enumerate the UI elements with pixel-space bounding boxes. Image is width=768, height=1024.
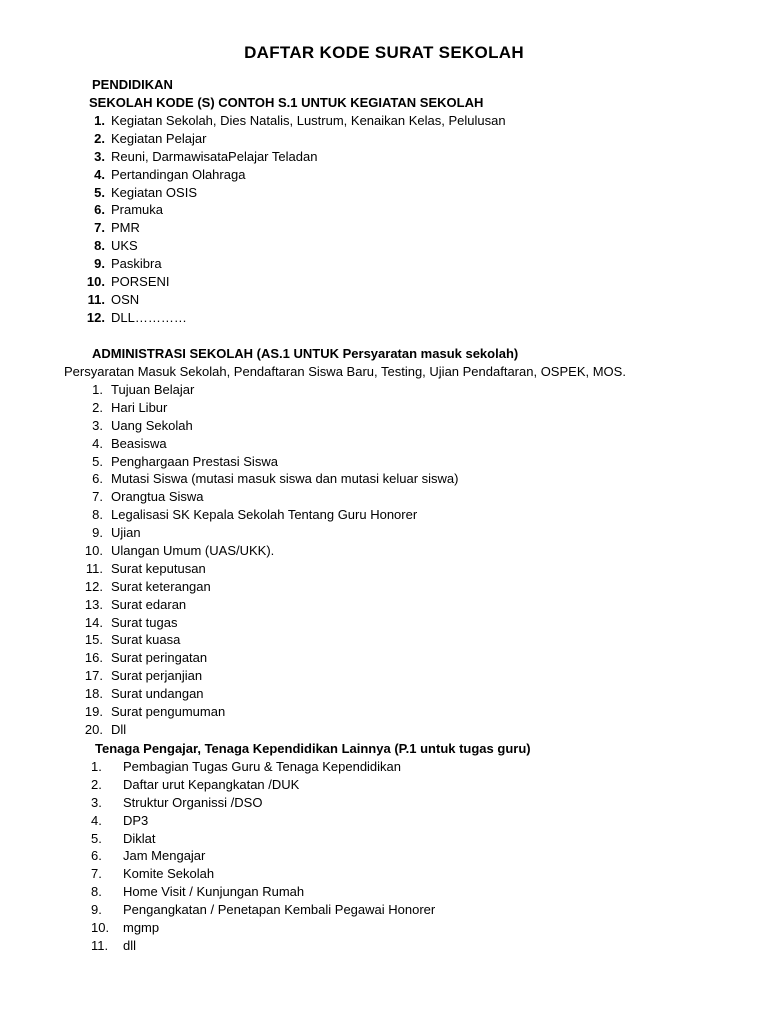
list-item-text: PMR [111,220,140,236]
list-item-number: 1. [94,113,105,128]
list-item-text: Surat peringatan [111,650,208,666]
section-description-administrasi: Persyaratan Masuk Sekolah, Pendaftaran Siswa Baru, Testing, Ujian Pendaftaran, OSPEK, MOS. [64,364,626,379]
list-item-text: Uang Sekolah [111,417,193,433]
list-item-text: OSN [111,291,140,307]
list-item-text: Reuni, DarmawisataPelajar Teladan [111,148,318,164]
list-item-text: Orangtua Siswa [111,489,204,505]
list-item-text: Penghargaan Prestasi Siswa [111,453,278,469]
list-item-number: 3. [92,417,103,433]
list-item-text: Pertandingan Olahraga [111,166,246,182]
list-item-number: 3. [94,148,105,164]
list-item-number: 6. [92,471,103,487]
list-item-number: 7. [91,866,102,882]
list-item-text: DLL………… [111,309,187,325]
list-item-text: Tujuan Belajar [111,382,195,397]
section-heading-administrasi: ADMINISTRASI SEKOLAH (AS.1 UNTUK Persyaratan masuk sekolah) [92,346,519,361]
list-item-number: 2. [94,130,105,146]
list-item-text: Ujian [111,525,141,541]
list-item-text: PORSENI [111,274,170,290]
list-item-text: Surat keputusan [111,560,206,576]
section-heading-pendidikan: PENDIDIKAN [92,77,173,92]
list-item-text: Pramuka [111,202,164,218]
list-item-number: 9. [92,525,103,541]
list-item-text: Legalisasi SK Kepala Sekolah Tentang Guru Honorer [111,507,418,523]
list-item-number: 11. [91,937,109,953]
list-item-number: 10. [84,543,103,559]
list-item-number: 17. [84,668,103,684]
list-item-text: Ulangan Umum (UAS/UKK). [111,543,275,559]
list-item-text: Struktur Organissi /DSO [123,794,263,810]
list-item-text: Kegiatan Pelajar [111,130,207,146]
list-item-text: Jam Mengajar [123,848,206,864]
list-item-text: DP3 [123,812,149,828]
list-item-text: Daftar urut Kepangkatan /DUK [123,776,300,792]
list-item-number: 11. [85,560,103,576]
list-item-number: 9. [94,256,105,272]
list-item-text: Surat keterangan [111,578,211,594]
list-item-number: 14. [84,614,103,630]
list-item-text: Surat kuasa [111,632,181,648]
list-item-number: 9. [91,902,102,918]
list-item-number: 1. [91,759,102,774]
list-item-number: 10. [86,274,105,290]
list-item-text: Surat tugas [111,614,178,630]
list-item-text: dll [123,937,137,953]
list-item-number: 5. [91,830,102,846]
list-item-number: 8. [92,507,103,523]
list-item-text: Surat edaran [111,596,187,612]
list-item-number: 2. [91,776,102,792]
list-item-number: 12. [86,309,105,325]
list-item-text: Surat perjanjian [111,668,203,684]
list-item-text: Dll [111,721,127,737]
list-item-text: UKS [111,238,138,254]
list-item-number: 2. [92,399,103,415]
list-item-text: Surat pengumuman [111,704,226,720]
list-item-text: Komite Sekolah [123,866,215,882]
list-item-text: Paskibra [111,256,162,272]
list-item-text: Pembagian Tugas Guru & Tenaga Kependidikan [123,759,402,774]
list-item-number: 4. [94,166,105,182]
list-item-number: 11. [87,291,105,307]
list-item-number: 6. [94,202,105,218]
list-item-text: Diklat [123,830,156,846]
list-item-text: Kegiatan OSIS [111,184,197,200]
list-item-number: 4. [92,435,103,451]
page-title: DAFTAR KODE SURAT SEKOLAH [244,43,524,62]
list-item-number: 5. [92,453,103,469]
list-item-text: Surat undangan [111,686,204,702]
list-item-number: 7. [94,220,105,236]
list-item-number: 16. [84,650,103,666]
list-item-number: 19. [84,704,103,720]
list-item-number: 18. [84,686,103,702]
list-item-text: mgmp [123,920,160,936]
list-item-number: 10. [91,920,110,936]
list-item-number: 4. [91,812,102,828]
list-item-number: 5. [94,184,105,200]
list-item-number: 8. [91,884,102,900]
list-item-number: 15. [84,632,103,648]
list-item-text: Home Visit / Kunjungan Rumah [123,884,305,900]
list-item-text: Beasiswa [111,435,167,451]
list-item-text: Mutasi Siswa (mutasi masuk siswa dan mutasi keluar siswa) [111,471,459,487]
section-subheading-pendidikan: SEKOLAH KODE (S) CONTOH S.1 UNTUK KEGIATAN SEKOLAH [89,95,484,110]
list-item-number: 3. [91,794,102,810]
list-item-number: 6. [91,848,102,864]
list-item-text: Pengangkatan / Penetapan Kembali Pegawai Honorer [123,902,436,918]
list-item-number: 7. [92,489,103,505]
section-heading-tenaga: Tenaga Pengajar, Tenaga Kependidikan Lainnya (P.1 untuk tugas guru) [95,741,531,756]
list-item-number: 8. [94,238,105,254]
list-item-number: 1. [92,382,103,397]
list-item-number: 12. [84,578,103,594]
list-item-number: 20. [84,721,103,737]
list-item-text: Kegiatan Sekolah, Dies Natalis, Lustrum, Kenaikan Kelas, Pelulusan [111,113,506,128]
list-item-number: 13. [84,596,103,612]
list-item-text: Hari Libur [111,399,168,415]
